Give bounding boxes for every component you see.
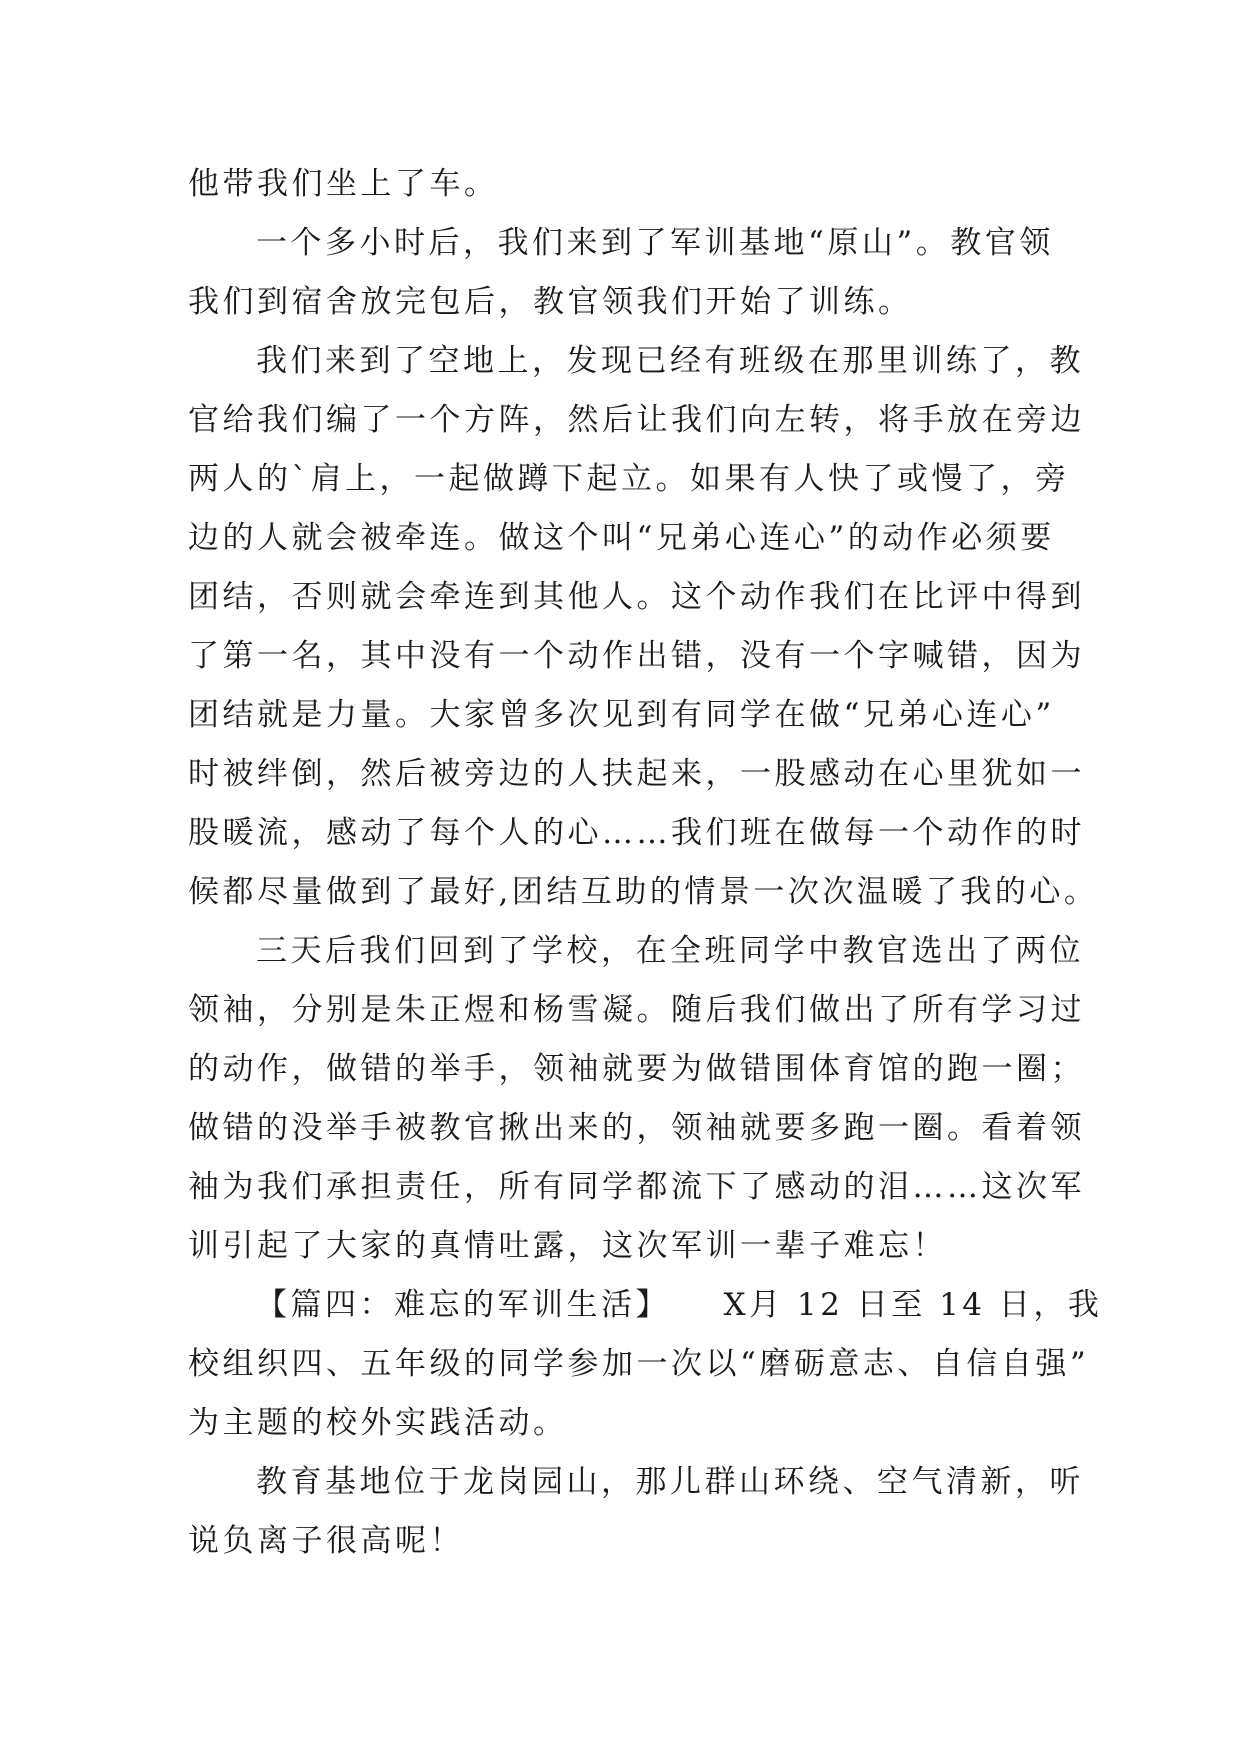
text-line: 两人的`肩上，一起做蹲下起立。如果有人快了或慢了，旁 xyxy=(188,461,1070,497)
text-line: 股暖流，感动了每个人的心……我们班在做每一个动作的时 xyxy=(188,815,1085,851)
text-line: 说负离子很高呢！ xyxy=(188,1523,464,1559)
text-line: 候都尽量做到了最好,团结互助的情景一次次温暖了我的心。 xyxy=(188,874,1099,910)
text-line: 官给我们编了一个方阵，然后让我们向左转，将手放在旁边 xyxy=(188,402,1085,438)
paragraph-start-line: 一个多小时后，我们来到了军训基地“原山”。教官领 xyxy=(256,225,1054,261)
text-line: 他带我们坐上了车。 xyxy=(188,166,499,202)
paragraph-start-line: 教育基地位于龙岗园山，那儿群山环绕、空气清新，听 xyxy=(256,1464,1084,1500)
text-line: 做错的没举手被教官揪出来的，领袖就要多跑一圈。看着领 xyxy=(188,1110,1085,1146)
text-line: 了第一名，其中没有一个动作出错，没有一个字喊错，因为 xyxy=(188,638,1085,674)
text-line: 团结，否则就会牵连到其他人。这个动作我们在比评中得到 xyxy=(188,579,1085,615)
section-heading-line: 【篇四：难忘的军训生活】 X月 12 日至 14 日，我 xyxy=(256,1287,1103,1323)
text-line: 袖为我们承担责任，所有同学都流下了感动的泪……这次军 xyxy=(188,1169,1085,1205)
text-line: 时被绊倒，然后被旁边的人扶起来，一股感动在心里犹如一 xyxy=(188,756,1085,792)
paragraph-start-line: 三天后我们回到了学校，在全班同学中教官选出了两位 xyxy=(256,933,1084,969)
paragraph-start-line: 我们来到了空地上，发现已经有班级在那里训练了，教 xyxy=(256,343,1084,379)
text-line: 为主题的校外实践活动。 xyxy=(188,1405,568,1441)
text-line: 边的人就会被牵连。做这个叫“兄弟心连心”的动作必须要 xyxy=(188,520,1055,556)
text-line: 校组织四、五年级的同学参加一次以“磨砺意志、自信自强” xyxy=(188,1346,1090,1382)
text-line: 团结就是力量。大家曾多次见到有同学在做“兄弟心连心” xyxy=(188,697,1055,733)
text-line: 训引起了大家的真情吐露，这次军训一辈子难忘！ xyxy=(188,1228,947,1264)
text-line: 领袖，分别是朱正煜和杨雪凝。随后我们做出了所有学习过 xyxy=(188,992,1085,1028)
document-body xyxy=(188,155,1103,1571)
text-line: 的动作，做错的举手，领袖就要为做错围体育馆的跑一圈； xyxy=(188,1051,1085,1087)
text-line: 我们到宿舍放完包后，教官领我们开始了训练。 xyxy=(188,284,913,320)
